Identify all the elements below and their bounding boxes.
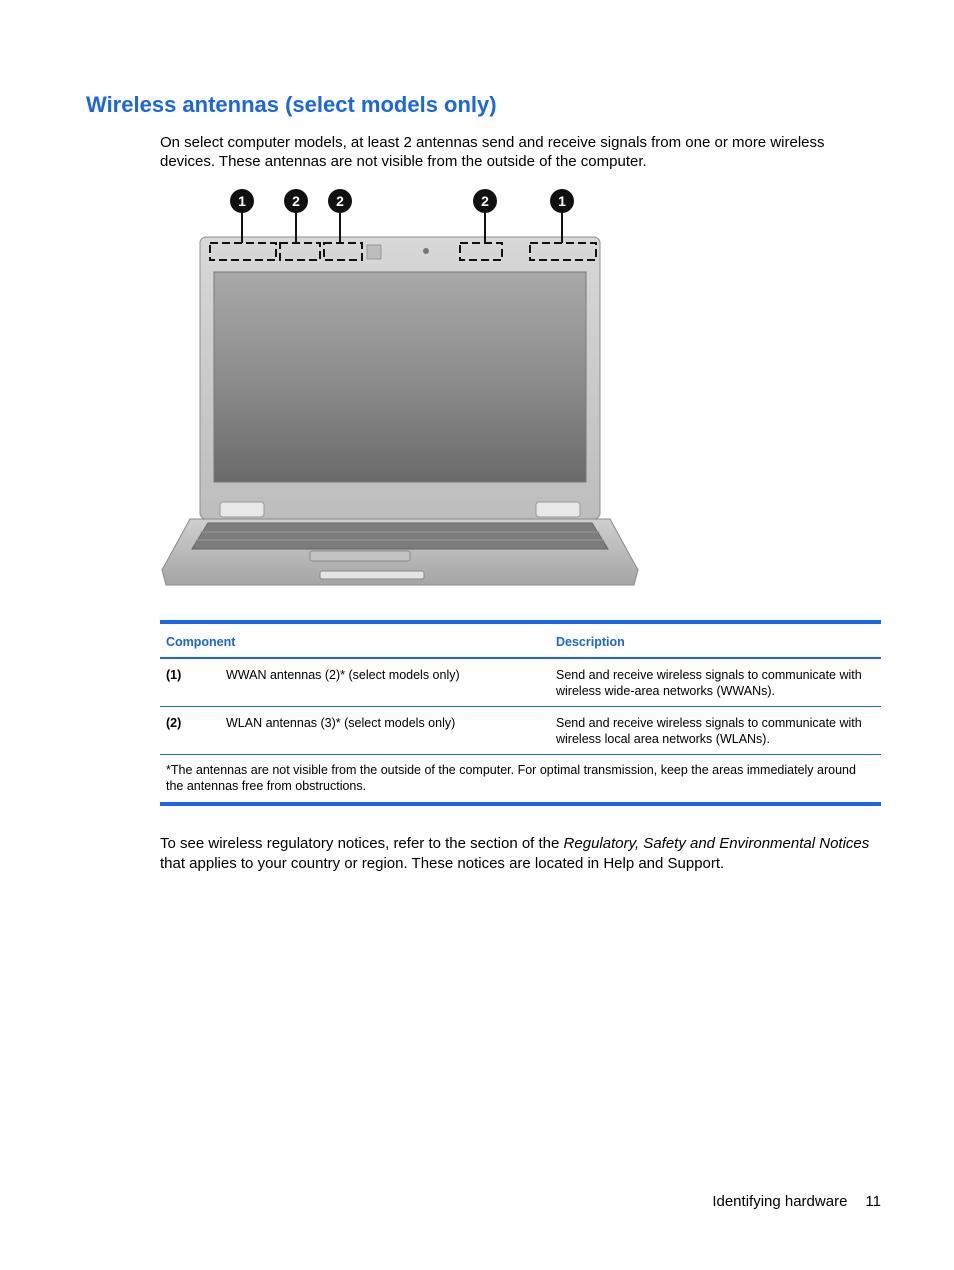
webcam — [423, 248, 429, 254]
callout-label: 1 — [558, 193, 566, 209]
component-header: Component — [160, 622, 550, 658]
table-row — [160, 707, 881, 755]
callout-2c — [473, 189, 497, 213]
callout-label: 2 — [336, 193, 344, 209]
callout-1a — [230, 189, 254, 213]
laptop-screen — [214, 272, 586, 482]
regulatory-paragraph — [160, 834, 880, 874]
document-title-reference: Regulatory, Safety and Environmental Notices — [563, 835, 870, 852]
row-number: (2) — [160, 707, 220, 755]
description-header: Description — [550, 622, 881, 658]
touchpad-buttons — [310, 551, 410, 561]
page-footer — [712, 1193, 881, 1210]
footer-section-title: Identifying hardware — [712, 1193, 848, 1210]
left-hinge — [220, 502, 264, 517]
component-table — [160, 620, 881, 806]
right-hinge — [536, 502, 580, 517]
table-footnote: *The antennas are not visible from the outside of the computer. For optimal transmission, keep the areas immediately around the antennas free from obstructions. — [166, 763, 856, 793]
page-title: Wireless antennas (select models only) — [86, 92, 497, 117]
callout-label: 2 — [481, 193, 489, 209]
front-latch — [320, 571, 424, 579]
callout-label: 2 — [292, 193, 300, 209]
callout-1b — [550, 189, 574, 213]
keyboard — [192, 523, 608, 549]
row-description: Send and receive wireless signals to communicate with wireless local area networks (WLANs). — [550, 707, 881, 755]
row-description: Send and receive wireless signals to communicate with wireless wide-area networks (WWANs). — [550, 658, 881, 707]
callout-label: 1 — [238, 193, 246, 209]
laptop-antenna-illustration — [160, 185, 640, 600]
table-footnote-row — [160, 755, 881, 805]
row-component: WWAN antennas (2)* (select models only) — [220, 658, 550, 707]
page-number: 11 — [865, 1193, 881, 1210]
table-header-row — [160, 622, 881, 658]
row-number: (1) — [160, 658, 220, 707]
callout-2b — [328, 189, 352, 213]
row-component: WLAN antennas (3)* (select models only) — [220, 707, 550, 755]
intro-paragraph: On select computer models, at least 2 antennas send and receive signals from one or more wireless devices. These antennas are not visible from the outside of the computer. — [160, 134, 825, 170]
outro-text-start: To see wireless regulatory notices, refer to the section of the — [160, 835, 564, 852]
outro-text-end: that applies to your country or region. These notices are located in Help and Support. — [160, 855, 725, 872]
status-light — [367, 245, 381, 259]
callout-2a — [284, 189, 308, 213]
table-row — [160, 658, 881, 707]
